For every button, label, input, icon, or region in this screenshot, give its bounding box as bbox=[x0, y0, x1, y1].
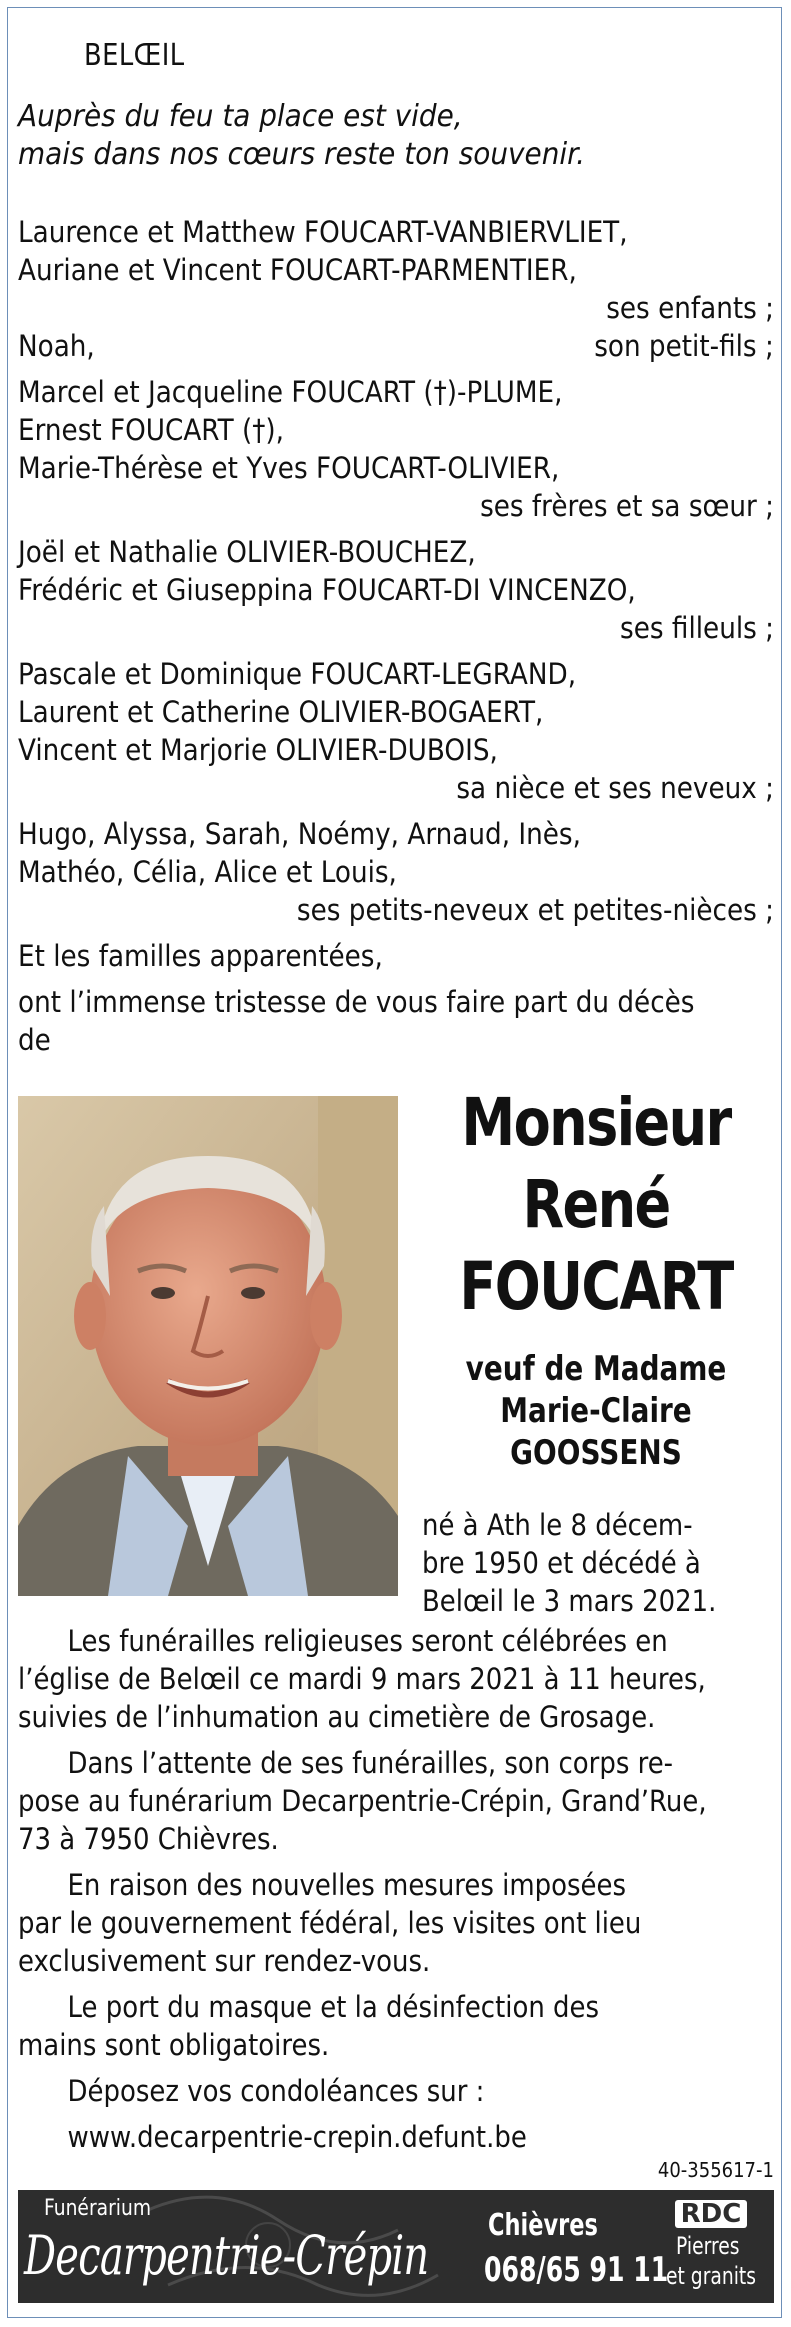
paragraph-line: suivies de l’inhumation au cimetière de Grosage. bbox=[18, 1700, 656, 1734]
birth-death-line: né à Ath le 8 décem- bbox=[422, 1508, 693, 1542]
paragraph-line: Le port du masque et la désinfection des bbox=[18, 1990, 600, 2024]
family-line: Frédéric et Giuseppina FOUCART-DI VINCENZO, bbox=[18, 573, 636, 607]
condolences-paragraph bbox=[18, 2072, 774, 2110]
family-line: Joël et Nathalie OLIVIER-BOUCHEZ, bbox=[18, 535, 476, 569]
paragraph-line: exclusivement sur rendez-vous. bbox=[18, 1944, 431, 1978]
family-line: Mathéo, Célia, Alice et Louis, bbox=[18, 855, 397, 889]
spouse-first-name: Marie-Claire bbox=[500, 1391, 692, 1431]
deceased-title: Monsieur bbox=[461, 1084, 731, 1161]
deceased-first-name: René bbox=[522, 1166, 670, 1243]
poem bbox=[18, 98, 628, 174]
family-role: ses petits-neveux et petites-nièces ; bbox=[296, 893, 774, 927]
family-role: son petit-fils ; bbox=[594, 329, 774, 363]
family-line: Pascale et Dominique FOUCART-LEGRAND, bbox=[18, 657, 577, 691]
paragraph-line: Dans l’attente de ses funérailles, son corps re- bbox=[18, 1746, 674, 1780]
reference-number: 40-355617-1 bbox=[657, 2158, 774, 2182]
family-role: sa nièce et ses neveux ; bbox=[456, 771, 774, 805]
funeral-home-banner bbox=[18, 2190, 774, 2303]
grandson-row bbox=[18, 327, 774, 365]
poem-line: mais dans nos cœurs reste ton souvenir. bbox=[18, 137, 585, 172]
family-line: Auriane et Vincent FOUCART-PARMENTIER, bbox=[18, 253, 577, 287]
funeral-paragraph bbox=[18, 1622, 774, 1736]
family-line: Vincent et Marjorie OLIVIER-DUBOIS, bbox=[18, 733, 498, 767]
family-line: Marie-Thérèse et Yves FOUCART-OLIVIER, bbox=[18, 451, 560, 485]
birth-death-line: bre 1950 et décédé à bbox=[422, 1546, 701, 1580]
spouse-last-name: GOOSSENS bbox=[510, 1433, 682, 1473]
widower-line: veuf de Madame bbox=[465, 1349, 727, 1389]
family-role: ses frères et sa sœur ; bbox=[480, 489, 774, 523]
paragraph-line: 73 à 7950 Chièvres. bbox=[18, 1822, 279, 1856]
funeral-home-city: Chièvres bbox=[488, 2208, 598, 2243]
rdc-tagline-1: Pierres bbox=[676, 2232, 740, 2260]
rdc-logo: RDC bbox=[675, 2200, 747, 2228]
paragraph-line: Les funérailles religieuses seront célébrées en bbox=[18, 1624, 668, 1658]
family-line: Laurence et Matthew FOUCART-VANBIERVLIET, bbox=[18, 215, 628, 249]
visits-paragraph bbox=[18, 1866, 774, 1980]
funeral-details bbox=[18, 1622, 774, 2164]
family-list bbox=[18, 213, 774, 1059]
birth-death-line: Belœil le 3 mars 2021. bbox=[422, 1584, 717, 1618]
condolences-link[interactable]: www.decarpentrie-crepin.defunt.be bbox=[18, 2120, 527, 2154]
announcement-line: de bbox=[18, 1023, 51, 1057]
paragraph-line: Déposez vos condoléances sur : bbox=[18, 2074, 485, 2108]
mask-paragraph bbox=[18, 1988, 774, 2064]
funerarium-label: Funérarium bbox=[44, 2196, 152, 2221]
funeral-home-phone[interactable]: 068/65 91 11 bbox=[484, 2250, 669, 2290]
rdc-tagline-2: et granits bbox=[666, 2262, 757, 2290]
condolences-link-paragraph bbox=[18, 2118, 774, 2156]
deceased-name-block bbox=[418, 1082, 774, 1474]
family-line: Hugo, Alyssa, Sarah, Noémy, Arnaud, Inès, bbox=[18, 817, 581, 851]
family-line: Laurent et Catherine OLIVIER-BOGAERT, bbox=[18, 695, 544, 729]
poem-line: Auprès du feu ta place est vide, bbox=[18, 99, 463, 134]
family-role: ses enfants ; bbox=[606, 291, 774, 325]
family-line: Marcel et Jacqueline FOUCART (†)-PLUME, bbox=[18, 375, 563, 409]
location-heading: BELŒIL bbox=[84, 38, 185, 73]
funerarium-paragraph bbox=[18, 1744, 774, 1858]
funeral-home-name: Decarpentrie-Crépin bbox=[24, 2224, 429, 2287]
family-line: Ernest FOUCART (†), bbox=[18, 413, 284, 447]
family-line: Noah, bbox=[18, 329, 95, 363]
birth-death-info bbox=[422, 1506, 774, 1620]
portrait-illustration bbox=[18, 1096, 398, 1596]
paragraph-line: par le gouvernement fédéral, les visites ont lieu bbox=[18, 1906, 642, 1940]
family-line: Et les familles apparentées, bbox=[18, 939, 383, 973]
paragraph-line: mains sont obligatoires. bbox=[18, 2028, 330, 2062]
deceased-portrait-photo bbox=[18, 1096, 398, 1596]
paragraph-line: pose au funérarium Decarpentrie-Crépin, Grand’Rue, bbox=[18, 1784, 707, 1818]
family-role: ses filleuls ; bbox=[620, 611, 774, 645]
deceased-last-name: FOUCART bbox=[459, 1248, 733, 1325]
paragraph-line: En raison des nouvelles mesures imposées bbox=[18, 1868, 626, 1902]
announcement-line: ont l’immense tristesse de vous faire part du décès bbox=[18, 985, 695, 1019]
paragraph-line: l’église de Belœil ce mardi 9 mars 2021 à 11 heures, bbox=[18, 1662, 706, 1696]
